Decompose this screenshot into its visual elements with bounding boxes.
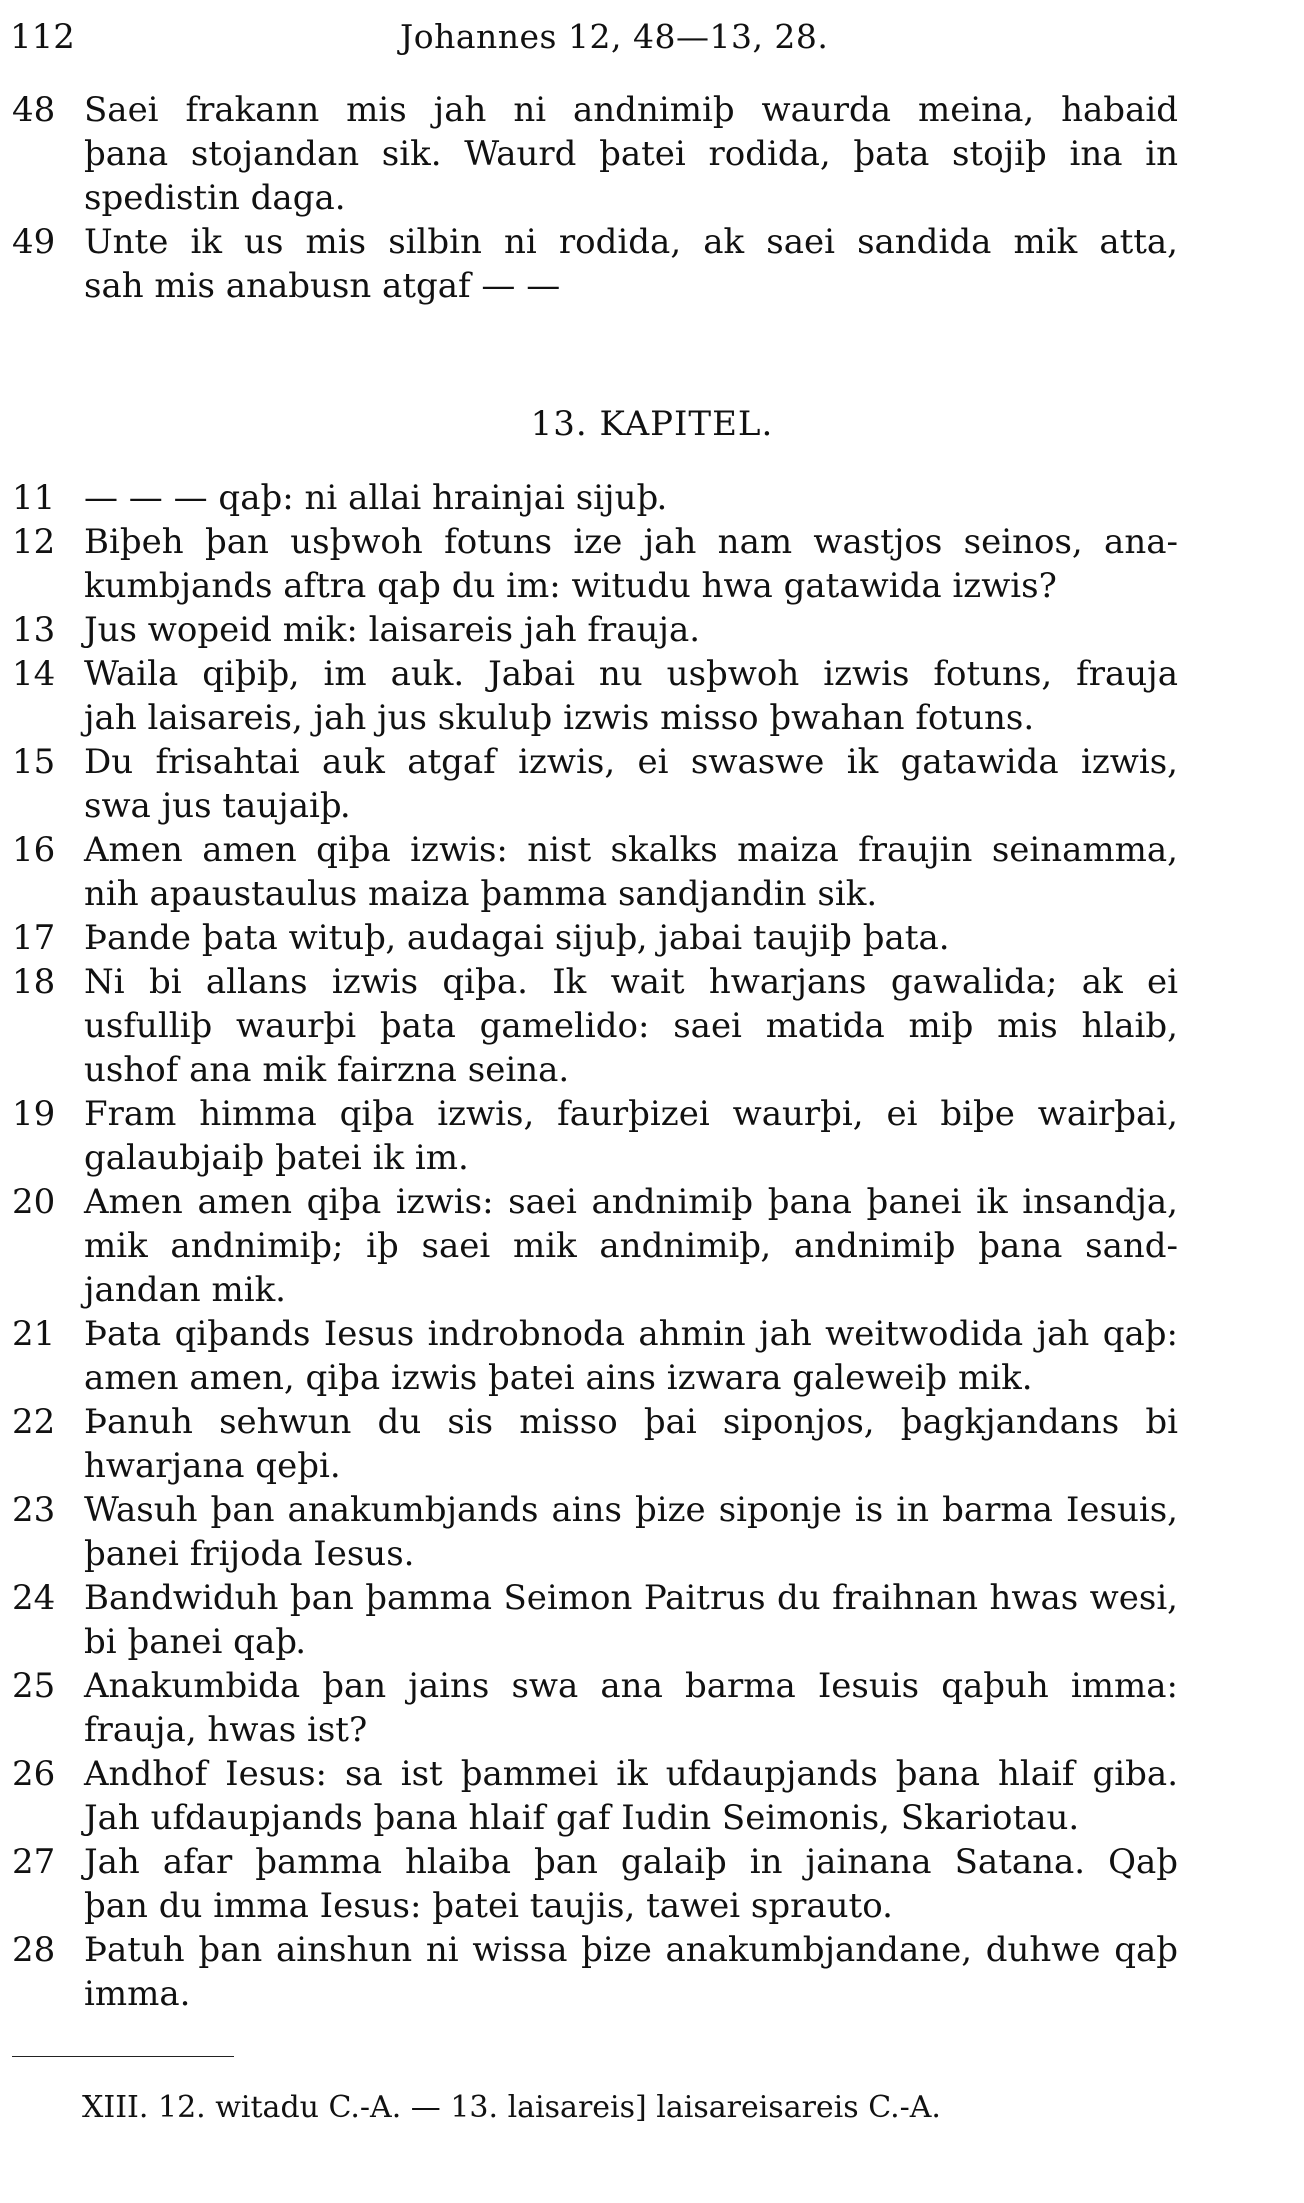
verse-line: Þanuh sehwun du sis misso þai siponjos, þagkjandans bi: [84, 1402, 1178, 1442]
footnote: XIII. 12. witadu C.-A. — 13. laisareis] laisareisareis C.-A.: [82, 2090, 941, 2125]
verse-line: Anakumbida þan jains swa ana barma Iesuis qaþuh imma:: [84, 1666, 1178, 1706]
verse-number: 21: [12, 1314, 56, 1354]
verse-line: galaubjaiþ þatei ik im.: [84, 1138, 469, 1178]
verse-number: 12: [12, 522, 56, 562]
verse-number: 22: [12, 1402, 56, 1442]
verse-line: sah mis anabusn atgaf — —: [84, 266, 561, 306]
verse-line: ushof ana mik fairzna seina.: [84, 1050, 570, 1090]
verse-line: þanei frijoda Iesus.: [84, 1534, 415, 1574]
verse-line: bi þanei qaþ.: [84, 1622, 307, 1662]
verse-line: Biþeh þan usþwoh fotuns ize jah nam wastjos seinos, ana-: [84, 522, 1178, 562]
verse-line: Wasuh þan anakumbjands ains þize siponje is in barma Iesuis,: [84, 1490, 1178, 1530]
verse-line: Andhof Iesus: sa ist þammei ik ufdaupjands þana hlaif giba.: [84, 1754, 1178, 1794]
verse-line: Þata qiþands Iesus indrobnoda ahmin jah weitwodida jah qaþ:: [84, 1314, 1178, 1354]
verse-line: Jah afar þamma hlaiba þan galaiþ in jainana Satana. Qaþ: [84, 1842, 1178, 1882]
verse-line: Ni bi allans izwis qiþa. Ik wait hwarjans gawalida; ak ei: [84, 962, 1178, 1002]
page-number: 112: [10, 17, 75, 57]
verse-line: — — — qaþ: ni allai hrainjai sijuþ.: [84, 478, 668, 518]
verse-line: Du frisahtai auk atgaf izwis, ei swaswe ik gatawida izwis,: [84, 742, 1178, 782]
verse-number: 48: [12, 90, 56, 130]
verse-number: 27: [12, 1842, 56, 1882]
verse-number: 18: [12, 962, 56, 1002]
verse-line: swa jus taujaiþ.: [84, 786, 351, 826]
verse-line: jandan mik.: [84, 1270, 286, 1310]
verse-number: 23: [12, 1490, 56, 1530]
chapter-title: 13. KAPITEL.: [530, 404, 774, 444]
verse-line: amen amen, qiþa izwis þatei ains izwara galeweiþ mik.: [84, 1358, 1033, 1398]
verse-line: nih apaustaulus maiza þamma sandjandin sik.: [84, 874, 878, 914]
verse-line: Amen amen qiþa izwis: nist skalks maiza fraujin seinamma,: [84, 830, 1178, 870]
verse-number: 24: [12, 1578, 56, 1618]
verse-number: 25: [12, 1666, 56, 1706]
verse-line: jah laisareis, jah jus skuluþ izwis misso þwahan fotuns.: [84, 698, 1035, 738]
verse-line: Þande þata wituþ, audagai sijuþ, jabai taujiþ þata.: [84, 918, 950, 958]
verse-number: 19: [12, 1094, 56, 1134]
verse-number: 14: [12, 654, 56, 694]
verse-number: 11: [12, 478, 56, 518]
verse-line: Unte ik us mis silbin ni rodida, ak saei sandida mik atta,: [84, 222, 1178, 262]
verse-line: spedistin daga.: [84, 178, 346, 218]
verse-number: 49: [12, 222, 56, 262]
verse-number: 13: [12, 610, 56, 650]
verse-line: kumbjands aftra qaþ du im: witudu hwa gatawida izwis?: [84, 566, 1057, 606]
verse-line: Amen amen qiþa izwis: saei andnimiþ þana þanei ik insandja,: [84, 1182, 1178, 1222]
verse-number: 28: [12, 1930, 56, 1970]
footnote-divider: [12, 2056, 234, 2057]
verse-line: Jah ufdaupjands þana hlaif gaf Iudin Seimonis, Skariotau.: [84, 1798, 1080, 1838]
verse-number: 16: [12, 830, 56, 870]
verse-line: þana stojandan sik. Waurd þatei rodida, þata stojiþ ina in: [84, 134, 1178, 174]
verse-line: frauja, hwas ist?: [84, 1710, 368, 1750]
verse-line: imma.: [84, 1974, 191, 2014]
verse-line: Jus wopeid mik: laisareis jah frauja.: [84, 610, 701, 650]
verse-line: mik andnimiþ; iþ saei mik andnimiþ, andnimiþ þana sand-: [84, 1226, 1178, 1266]
verse-line: þan du imma Iesus: þatei taujis, tawei sprauto.: [84, 1886, 893, 1926]
verse-number: 26: [12, 1754, 56, 1794]
verse-line: Fram himma qiþa izwis, faurþizei waurþi, ei biþe wairþai,: [84, 1094, 1178, 1134]
verse-line: hwarjana qeþi.: [84, 1446, 341, 1486]
verse-number: 20: [12, 1182, 56, 1222]
verse-line: Bandwiduh þan þamma Seimon Paitrus du fraihnan hwas wesi,: [84, 1578, 1178, 1618]
verse-line: Þatuh þan ainshun ni wissa þize anakumbjandane, duhwe qaþ: [84, 1930, 1178, 1970]
running-title: Johannes 12, 48—13, 28.: [400, 17, 829, 56]
verse-number: 15: [12, 742, 56, 782]
verse-number: 17: [12, 918, 56, 958]
verse-line: Waila qiþiþ, im auk. Jabai nu usþwoh izwis fotuns, frauja: [84, 654, 1178, 694]
verse-line: Saei frakann mis jah ni andnimiþ waurda meina, habaid: [84, 90, 1178, 130]
verse-line: usfulliþ waurþi þata gamelido: saei matida miþ mis hlaib,: [84, 1006, 1178, 1046]
